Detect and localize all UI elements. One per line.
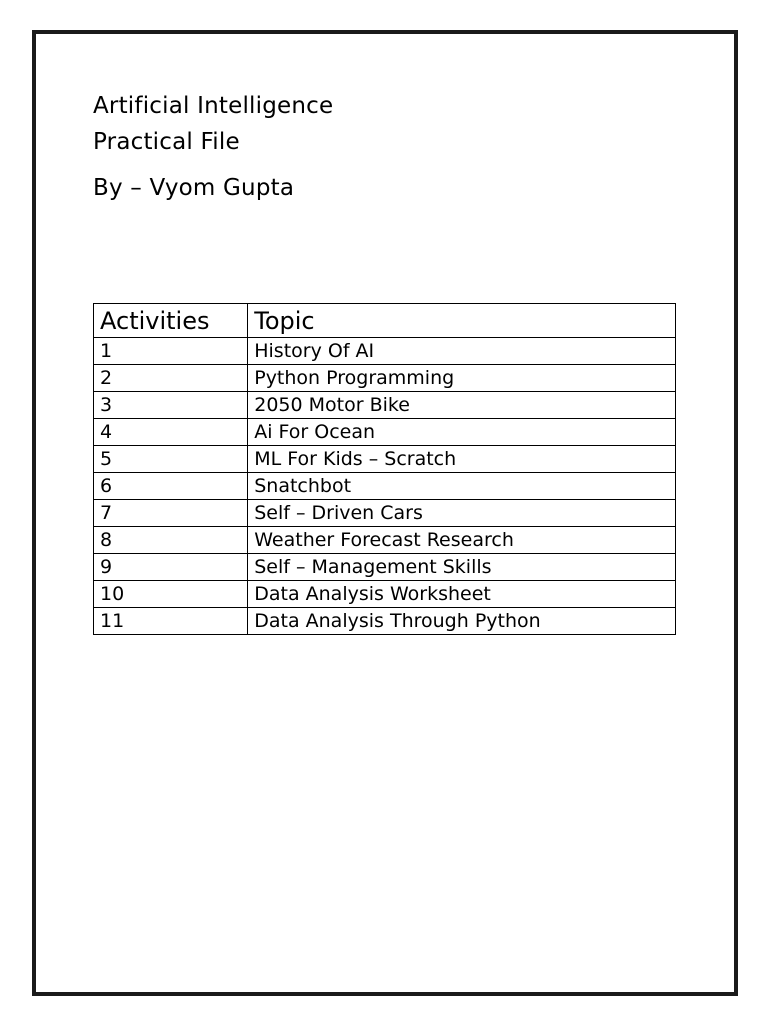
activity-number: 9 <box>94 554 248 581</box>
activity-topic: Weather Forecast Research <box>248 527 676 554</box>
table-row <box>94 527 676 554</box>
activity-number: 2 <box>94 365 248 392</box>
header-topic: Topic <box>248 304 676 338</box>
activity-number: 6 <box>94 473 248 500</box>
table-row <box>94 500 676 527</box>
table-row <box>94 365 676 392</box>
activity-number: 7 <box>94 500 248 527</box>
title-block <box>93 88 333 206</box>
table-row <box>94 446 676 473</box>
activity-number: 10 <box>94 581 248 608</box>
activity-number: 3 <box>94 392 248 419</box>
activity-topic: Self – Management Skills <box>248 554 676 581</box>
table-row <box>94 419 676 446</box>
table-row <box>94 473 676 500</box>
activities-table <box>93 303 676 635</box>
table-row <box>94 338 676 365</box>
activity-topic: Python Programming <box>248 365 676 392</box>
activity-topic: Self – Driven Cars <box>248 500 676 527</box>
activity-topic: ML For Kids – Scratch <box>248 446 676 473</box>
activity-number: 8 <box>94 527 248 554</box>
table-row <box>94 581 676 608</box>
activity-topic: Data Analysis Worksheet <box>248 581 676 608</box>
table-row <box>94 554 676 581</box>
table-header-row <box>94 304 676 338</box>
author-line: By – Vyom Gupta <box>93 175 295 201</box>
table-row <box>94 608 676 635</box>
activity-topic: Data Analysis Through Python <box>248 608 676 635</box>
table-row <box>94 392 676 419</box>
activity-topic: Ai For Ocean <box>248 419 676 446</box>
activity-number: 1 <box>94 338 248 365</box>
activity-number: 11 <box>94 608 248 635</box>
activity-topic: History Of AI <box>248 338 676 365</box>
activity-topic: Snatchbot <box>248 473 676 500</box>
document-title-line-1: Artificial Intelligence <box>93 93 334 119</box>
header-activities: Activities <box>94 304 248 338</box>
activity-topic: 2050 Motor Bike <box>248 392 676 419</box>
activity-number: 4 <box>94 419 248 446</box>
activity-number: 5 <box>94 446 248 473</box>
document-title-line-2: Practical File <box>93 129 240 155</box>
